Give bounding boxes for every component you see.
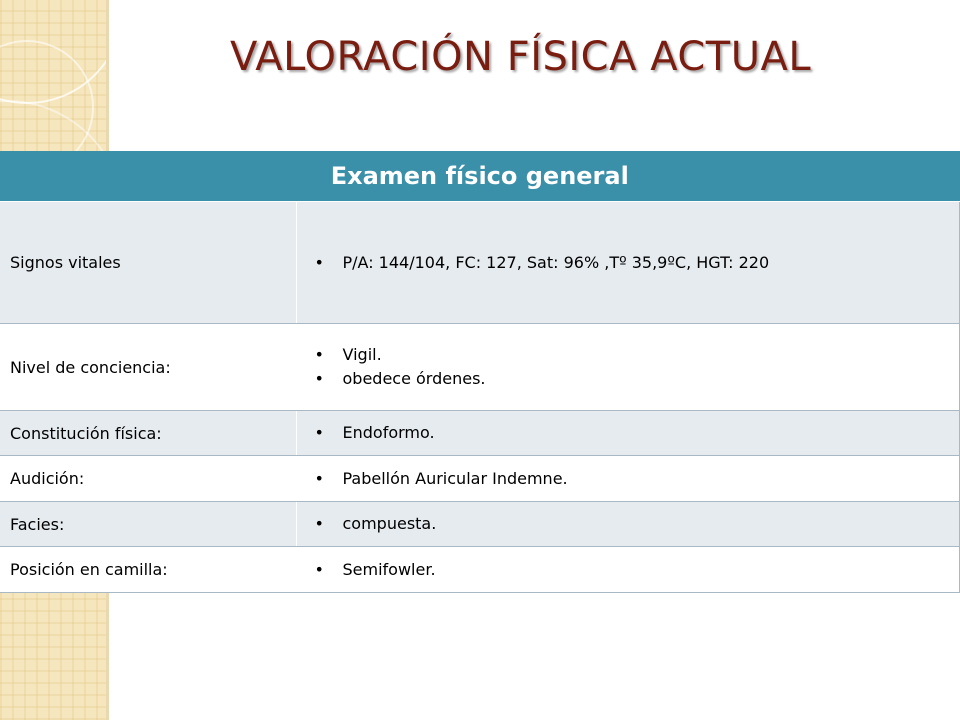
physical-exam-table: [0, 151, 960, 593]
bullet-list: [311, 343, 950, 391]
list-item: • obedece órdenes.: [311, 367, 950, 391]
bullet-list: [311, 467, 950, 491]
list-item: • Vigil.: [311, 343, 950, 367]
list-item: • compuesta.: [311, 512, 950, 536]
list-item: • Endoformo.: [311, 421, 950, 445]
bullet-list: [311, 512, 950, 536]
row-label: Posición en camilla:: [0, 547, 296, 593]
row-label: Audición:: [0, 456, 296, 502]
table-row-consciousness: [0, 324, 960, 411]
table-header-row: [0, 151, 960, 202]
list-item: • Pabellón Auricular Indemne.: [311, 467, 950, 491]
row-label: Signos vitales: [0, 202, 296, 324]
page-title: VALORACIÓN FÍSICA ACTUAL: [230, 34, 812, 80]
row-value: [296, 502, 960, 547]
row-value: [296, 324, 960, 411]
row-value: [296, 547, 960, 593]
table-row-constitution: [0, 411, 960, 456]
row-value: [296, 456, 960, 502]
list-item: • Semifowler.: [311, 558, 950, 582]
row-label: Constitución física:: [0, 411, 296, 456]
row-value: [296, 202, 960, 324]
table-row-facies: [0, 502, 960, 547]
bullet-list: [311, 251, 950, 275]
row-value: [296, 411, 960, 456]
table-row-vital-signs: [0, 202, 960, 324]
row-label: Nivel de conciencia:: [0, 324, 296, 411]
list-item: • P/A: 144/104, FC: 127, Sat: 96% ,Tº 35,9ºC, HGT: 220: [311, 251, 950, 275]
row-label: Facies:: [0, 502, 296, 547]
table-header: Examen físico general: [0, 151, 960, 202]
bullet-list: [311, 421, 950, 445]
table-row-bed-position: [0, 547, 960, 593]
bullet-list: [311, 558, 950, 582]
table-row-hearing: [0, 456, 960, 502]
